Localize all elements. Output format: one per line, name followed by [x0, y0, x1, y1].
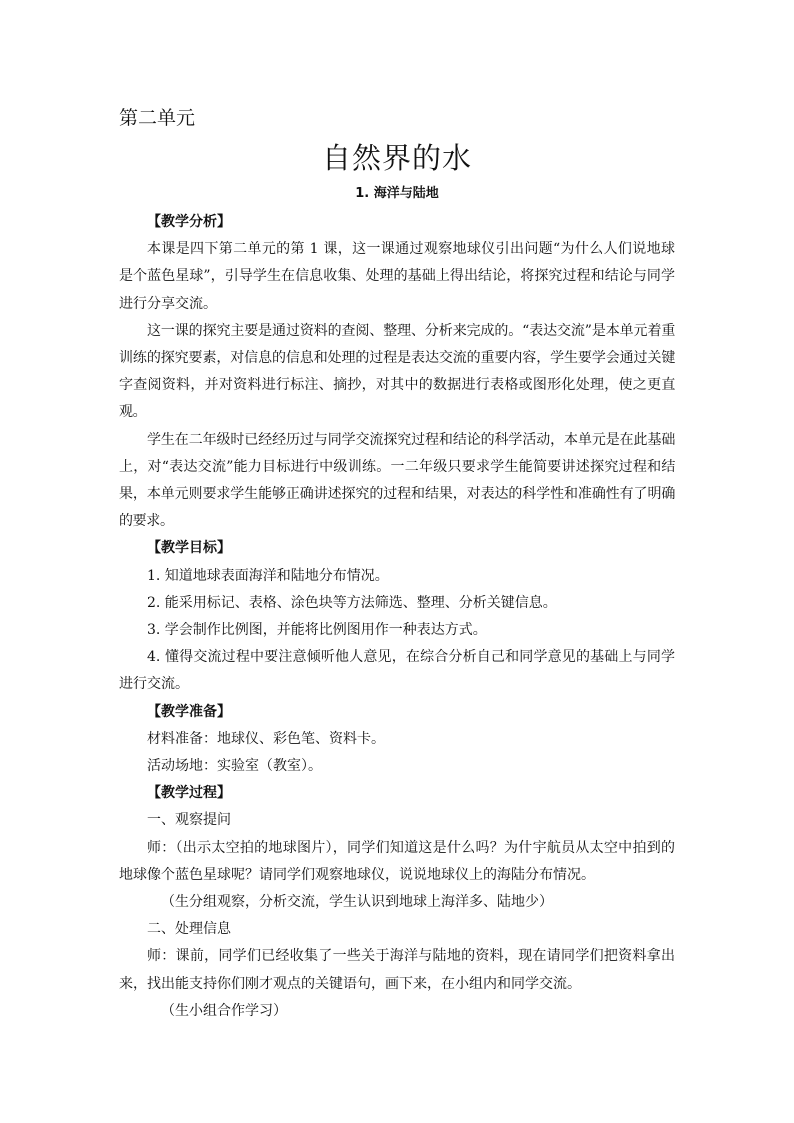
analysis-paragraph-2: 这一课的探究主要是通过资料的查阅、整理、分析来完成的。“表达交流”是本单元着重训练的探究要素，对信息的信息和处理的过程是表达交流的重要内容，学生要学会通过关键字查阅资料，并对资料进行标注、摘抄，对其中的数据进行表格或图形化处理，使之更直观。: [119, 322, 675, 421]
section-heading-analysis: 【教学分析】: [147, 214, 231, 230]
document-body: [119, 209, 675, 1025]
process-step-1-teacher: 师：（出示太空拍的地球图片），同学们知道这是什么吗？为什宇航员从太空中拍到的地球像个蓝色星球呢？请同学们观察地球仪，说说地球仪上的海陆分布情况。: [119, 839, 675, 883]
process-step-1-title: 一、观察提问: [147, 812, 231, 829]
section-heading-preparation: 【教学准备】: [147, 703, 231, 720]
goal-item: 3. 学会制作比例图，并能将比例图用作一种表达方式。: [147, 622, 487, 639]
process-step-2-note: （生小组合作学习）: [161, 1002, 287, 1019]
process-step-2-title: 二、处理信息: [147, 921, 231, 938]
lesson-title: 1. 海洋与陆地: [355, 186, 439, 201]
process-step-2-teacher: 师：课前，同学们已经收集了一些关于海洋与陆地的资料，现在请同学们把资料拿出来，找出能支持你们刚才观点的关键语句，画下来，在小组内和同学交流。: [119, 948, 675, 992]
goal-item: 1. 知道地球表面海洋和陆地分布情况。: [147, 567, 389, 584]
section-heading-goals: 【教学目标】: [147, 540, 231, 557]
unit-label: 第二单元: [119, 107, 196, 129]
process-step-1-note: （生分组观察，分析交流，学生认识到地球上海洋多、陆地少）: [161, 894, 553, 911]
preparation-venue: 活动场地：实验室（教室）。: [147, 758, 322, 775]
goal-item: 2. 能采用标记、表格、涂色块等方法筛选、整理、分析关键信息。: [147, 594, 557, 611]
preparation-materials: 材料准备：地球仪、彩色笔、资料卡。: [147, 730, 385, 747]
analysis-paragraph-3: 学生在二年级时已经经历过与同学交流探究过程和结论的科学活动，本单元是在此基础上，对“表达交流”能力目标进行中级训练。一二年级只要求学生能简要讲述探究过程和结果，本单元则要求学生能够正确讲述探究的过程和结果，对表达的科学性和准确性有了明确的要求。: [119, 431, 675, 530]
analysis-paragraph-1: 本课是四下第二单元的第 1 课，这一课通过观察地球仪引出问题“为什么人们说地球是个蓝色星球”，引导学生在信息收集、处理的基础上得出结论，将探究过程和结论与同学进行分享交流。: [119, 241, 675, 312]
section-heading-process: 【教学过程】: [147, 785, 231, 802]
goal-item: 4. 懂得交流过程中要注意倾听他人意见，在综合分析自己和同学意见的基础上与同学进行交流。: [119, 649, 675, 693]
page-title: 自然界的水: [321, 141, 472, 175]
